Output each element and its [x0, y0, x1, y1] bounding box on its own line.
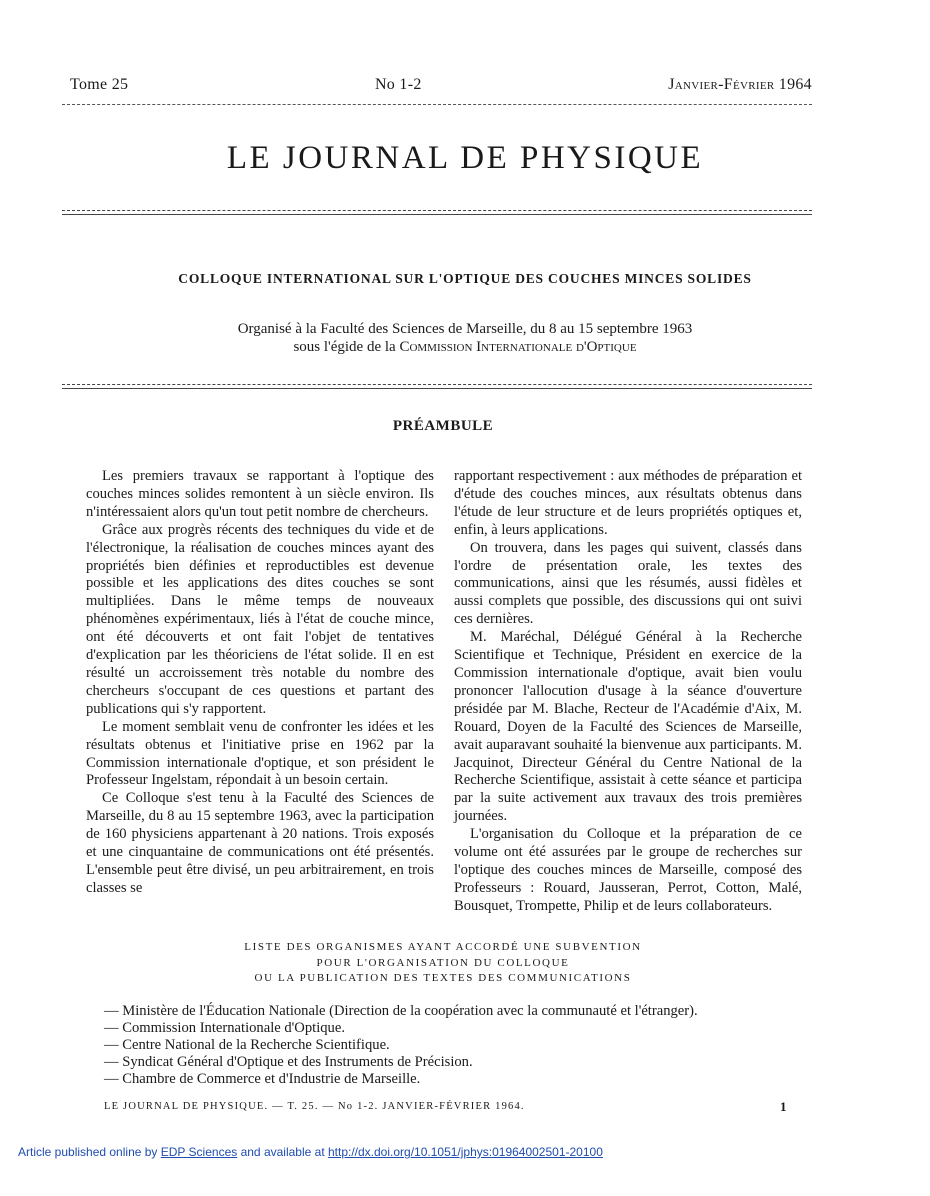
funding-heading-line-3: OU LA PUBLICATION DES TEXTES DES COMMUNICATIONS: [254, 972, 632, 984]
organisation-note: [0, 320, 930, 356]
running-header: [70, 76, 812, 94]
paragraph: On trouvera, dans les pages qui suivent, classés dans l'ordre de présentation orale, les textes des communications, ainsi que les résumés, aussi fidèles et aussi complets que possible, des discussions qui ont suivi ces dernières.: [454, 539, 802, 628]
funding-heading-line-1: LISTE DES ORGANISMES AYANT ACCORDÉ UNE SUBVENTION: [244, 941, 642, 953]
paragraph: M. Maréchal, Délégué Général à la Recherche Scientifique et Technique, Président en exercice de la Commission internationale d'optique, avait bien voulu prononcer l'allocution d'usage à la séance d'ouverture présidée par M. Blache, Recteur de l'Académie d'Aix, M. Rouard, Doyen de la Faculté des Sciences de Marseille, avait auparavant souhaité la bienvenue aux participants. M. Jacquinot, Directeur Général du Centre National de la Recherche Scientifique, assistait à cette séance et participa par la suite activement aux travaux des trois premières journées.: [454, 629, 802, 825]
preamble-heading: PRÉAMBULE: [392, 418, 494, 434]
paragraph: Grâce aux progrès récents des techniques du vide et de l'électronique, la réalisation de couches minces ayant des propriétés bien définies et reproductibles est devenue possible et les applications des dites couches se sont multipliées. Dans le même temps de nouveaux phénomènes expérimentaux, liés à l'état de couche mince, ont été découverts et ont fait l'objet de tentatives d'explication par les théoriciens de l'état solide. Il en est résulté un accroissement très notable du nombre des chercheurs s'occupant de ces questions et partant des publications qui s'y rapportent.: [86, 521, 434, 717]
list-item: — Syndicat Général d'Optique et des Instruments de Précision.: [104, 1054, 824, 1071]
notice-prefix: Article published online by: [18, 1145, 161, 1159]
list-item: — Centre National de la Recherche Scientifique.: [104, 1037, 824, 1054]
publication-notice: [18, 1145, 603, 1159]
left-column: [86, 468, 434, 898]
issue-label: No 1-2: [374, 76, 422, 93]
header-rule: [62, 104, 812, 105]
doi-link[interactable]: http://dx.doi.org/10.1051/jphys:01964002501-20100: [327, 1145, 603, 1159]
paragraph: L'organisation du Colloque et la préparation de ce volume ont été assurées par le groupe de recherches sur l'optique des couches minces de Marseille, composé des Professeurs : Rouard, Jausseran, Perrot, Cotton, Malé, Bousquet, Trompette, Philip et de leurs collaborateurs.: [454, 826, 802, 914]
paragraph: rapportant respectivement : aux méthodes de préparation et d'étude des couches minces, aux résultats obtenus dans l'étude de leur structure et de leurs propriétés optiques et, enfin, à leurs applications.: [454, 468, 802, 538]
funding-list: [104, 1003, 824, 1088]
list-item: — Chambre de Commerce et d'Industrie de Marseille.: [104, 1071, 824, 1088]
date-label: Janvier-Février 1964: [668, 76, 812, 93]
volume-label: Tome 25: [70, 76, 129, 93]
notice-middle: and available at: [237, 1145, 328, 1159]
colloque-title: COLLOQUE INTERNATIONAL SUR L'OPTIQUE DES COUCHES MINCES SOLIDES: [178, 271, 752, 286]
footer-journal-reference: LE JOURNAL DE PHYSIQUE. — T. 25. — No 1-2. JANVIER-FÉVRIER 1964.: [104, 1101, 525, 1112]
organisation-rule: [62, 384, 812, 389]
title-rule: [62, 210, 812, 215]
paragraph: Les premiers travaux se rapportant à l'optique des couches minces solides remontent à un siècle environ. Ils n'intéressaient alors qu'un tout petit nombre de chercheurs.: [86, 468, 434, 520]
page-number: 1: [780, 1099, 787, 1114]
organisation-line-2: sous l'égide de la Commission Internationale d'Optique: [293, 339, 637, 355]
list-item: — Commission Internationale d'Optique.: [104, 1020, 824, 1037]
right-column: [454, 468, 802, 916]
funding-heading-line-2: POUR L'ORGANISATION DU COLLOQUE: [316, 956, 570, 969]
paragraph: Ce Colloque s'est tenu à la Faculté des Sciences de Marseille, du 8 au 15 septembre 1963, avec la participation de 160 physiciens appartenant à 20 nations. Trois exposés et une cinquantaine de communications ont été présentés. L'ensemble peut être divisé, un peu arbitrairement, en trois classes se: [86, 790, 434, 896]
paragraph: Le moment semblait venu de confronter les idées et les résultats obtenus et l'initiative prise en 1962 par la Commission internationale d'optique, et son président le Professeur Ingelstam, répondait à un besoin certain.: [86, 718, 434, 789]
publisher-link[interactable]: EDP Sciences: [160, 1145, 238, 1159]
journal-title: LE JOURNAL DE PHYSIQUE: [226, 140, 704, 176]
funding-list-heading: [0, 940, 886, 987]
commission-name: Commission Internationale d'Optique: [399, 339, 637, 355]
organisation-line-1: Organisé à la Faculté des Sciences de Marseille, du 8 au 15 septembre 1963: [237, 321, 693, 337]
list-item: — Ministère de l'Éducation Nationale (Direction de la coopération avec la communauté et l'étranger).: [104, 1003, 824, 1020]
